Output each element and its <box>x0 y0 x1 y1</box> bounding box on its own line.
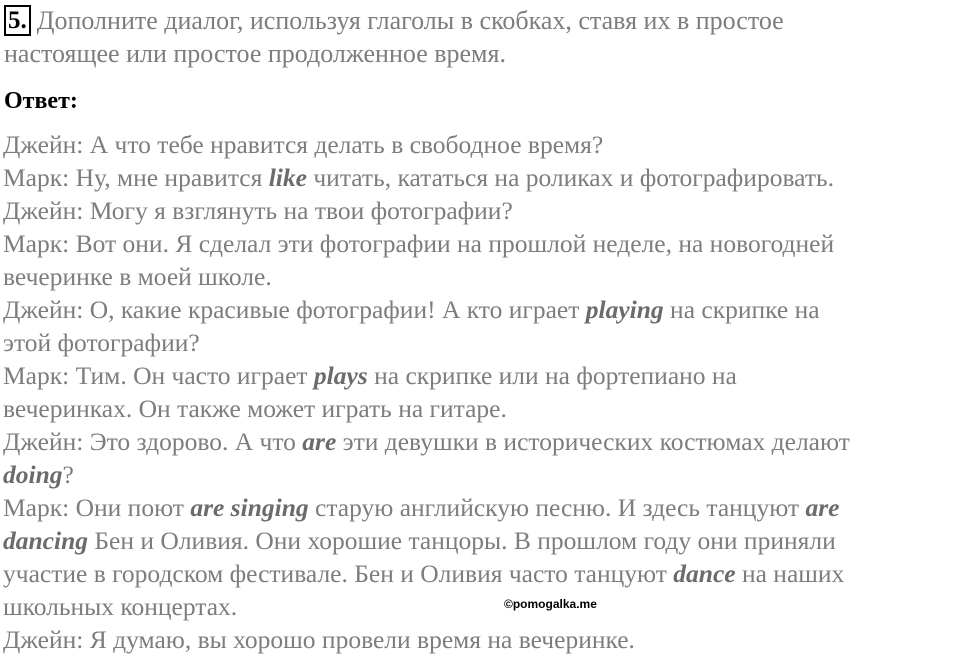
task-prompt <box>4 4 954 70</box>
inserted-verb: dance <box>673 559 736 588</box>
dialog-line <box>3 293 959 326</box>
dialog-text-segment: Марк: Вот они. Я сделал эти фотографии на прошлой неделе, на новогодней <box>3 229 835 258</box>
dialog-text-segment: участие в городском фестивале. Бен и Оливия часто танцуют <box>3 559 674 588</box>
dialog-text-segment: на скрипке или на фортепиано на <box>367 361 737 390</box>
dialog-text-segment: этой фотографии? <box>3 328 200 357</box>
task-text-line2: настоящее или простое продолженное время. <box>4 39 506 68</box>
dialog-line <box>3 458 959 491</box>
dialog-text-segment: Джейн: А что тебе нравится делать в свободное время? <box>3 130 604 159</box>
task-number: 5. <box>4 5 31 36</box>
dialog-line <box>3 227 959 260</box>
dialog-line <box>3 392 959 425</box>
dialog-line <box>3 524 959 557</box>
dialog-line <box>3 260 959 293</box>
watermark: ©pomogalka.me <box>504 597 597 611</box>
dialog-line <box>3 590 959 623</box>
dialog-text-segment: ? <box>62 460 74 489</box>
dialog-line <box>3 194 959 227</box>
inserted-verb: plays <box>313 361 368 390</box>
dialog-text-segment: эти девушки в исторических костюмах делают <box>336 427 850 456</box>
dialog-text-segment: Джейн: Это здорово. А что <box>3 427 303 456</box>
dialog-text-segment: вечеринке в моей школе. <box>3 262 272 291</box>
dialog-text-segment: Джейн: Я думаю, вы хорошо провели время на вечеринке. <box>3 625 635 654</box>
inserted-verb: are <box>302 427 337 456</box>
answer-heading: Ответ: <box>4 88 78 114</box>
dialog-line <box>3 557 959 590</box>
inserted-verb: dancing <box>3 526 89 555</box>
dialog-text-segment: Марк: Ну, мне нравится <box>3 163 269 192</box>
dialog-text-segment: Джейн: О, какие красивые фотографии! А кто играет <box>3 295 586 324</box>
inserted-verb: like <box>268 163 307 192</box>
dialog-text-segment: школьных концертах. <box>3 592 238 621</box>
dialog-line <box>3 623 959 656</box>
dialog-line <box>3 161 959 194</box>
dialog-line <box>3 491 959 524</box>
dialog-text-segment: Бен и Оливия. Они хорошие танцоры. В прошлом году они приняли <box>88 526 836 555</box>
inserted-verb: are <box>805 493 840 522</box>
dialog-line <box>3 128 959 161</box>
dialog-text-segment: читать, кататься на роликах и фотографировать. <box>306 163 834 192</box>
dialog-text-segment: Марк: Они поют <box>3 493 191 522</box>
dialog-text-segment: на скрипке на <box>663 295 820 324</box>
dialog-text-segment: вечеринках. Он также может играть на гитаре. <box>3 394 507 423</box>
inserted-verb: are singing <box>190 493 309 522</box>
dialog-text-segment: Джейн: Могу я взглянуть на твои фотографии? <box>3 196 513 225</box>
dialog-text-segment: на наших <box>735 559 845 588</box>
dialog-text-segment: старую английскую песню. И здесь танцуют <box>308 493 806 522</box>
dialog-text-segment: Марк: Тим. Он часто играет <box>3 361 314 390</box>
task-text-line1: Дополните диалог, используя глаголы в скобках, ставя их в простое <box>36 6 784 35</box>
inserted-verb: playing <box>585 295 664 324</box>
dialog-text <box>3 128 959 656</box>
dialog-line <box>3 425 959 458</box>
dialog-line <box>3 359 959 392</box>
inserted-verb: doing <box>3 460 63 489</box>
dialog-line <box>3 326 959 359</box>
